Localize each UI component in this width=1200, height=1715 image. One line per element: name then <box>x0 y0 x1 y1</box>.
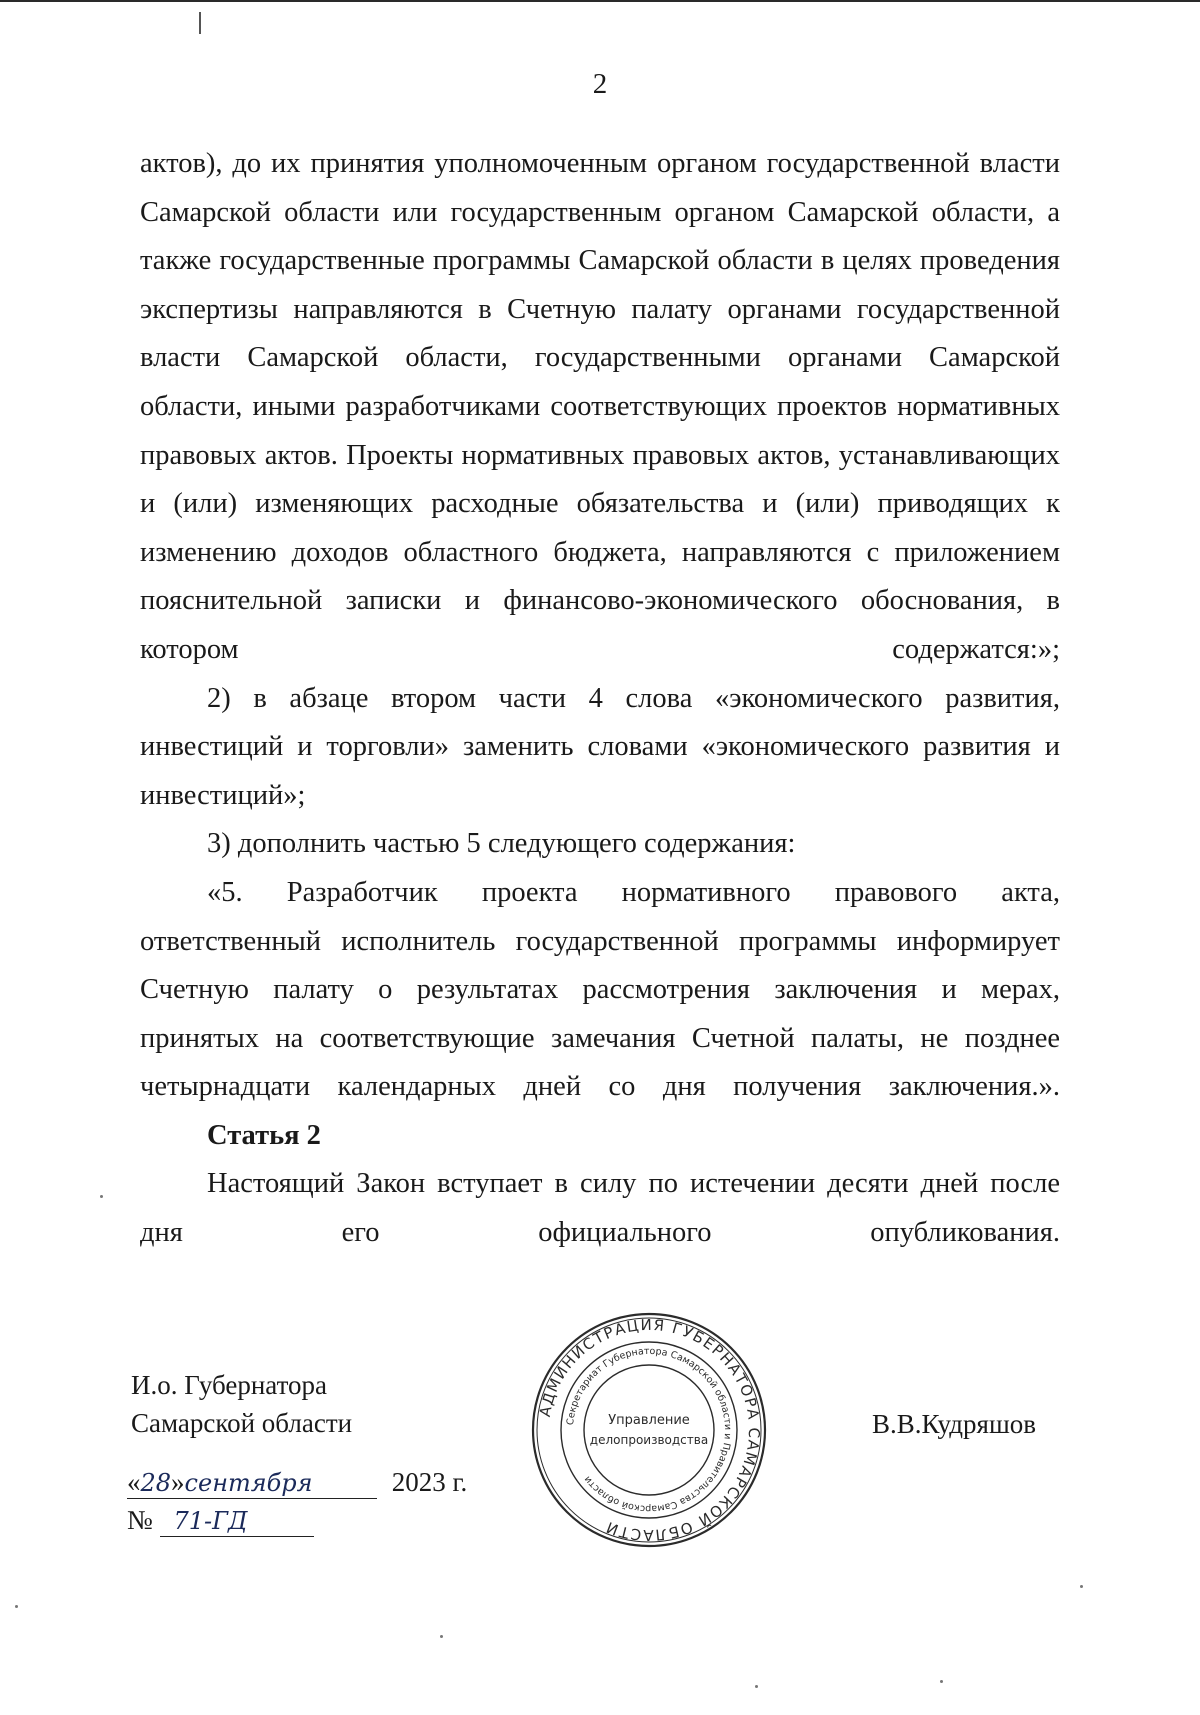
scan-speck <box>15 1605 18 1608</box>
scan-top-edge <box>0 0 1200 2</box>
paragraph-amendment-2: 2) в абзаце втором части 4 слова «экономического развития, инвестиций и торговли» заменить словами «экономического развития и инвестиций»; <box>140 682 1060 811</box>
seal-outer-text: АДМИНИСТРАЦИЯ ГУБЕРНАТОРА САМАРСКОЙ ОБЛАСТИ <box>535 1315 764 1545</box>
paragraph-amendment-3: 3) дополнить частью 5 следующего содержания: <box>207 828 796 860</box>
date-field <box>127 1467 377 1499</box>
law-number <box>127 1505 314 1537</box>
signatory-position-line2: Самарской области <box>131 1408 353 1438</box>
official-seal <box>529 1310 769 1550</box>
scan-speck <box>440 1635 443 1638</box>
signing-date <box>127 1467 467 1499</box>
scan-speck <box>755 1685 758 1688</box>
date-year: 2023 г. <box>391 1467 468 1497</box>
signatory-position <box>131 1366 352 1442</box>
number-field <box>160 1505 314 1537</box>
date-month-handwritten: сентября <box>184 1469 313 1497</box>
date-day-handwritten: 28 <box>140 1469 172 1497</box>
date-open-quote: « <box>127 1467 141 1497</box>
scan-speck <box>100 1195 103 1198</box>
paragraph-part-5: «5. Разработчик проекта нормативного правового акта, ответственный исполнитель государственной программы информирует Счетную палату о результатах рассмотрения заключения и мерах, принятых на соответствующие замечания Счетной палаты, не позднее четырнадцати календарных дней со дня получения заключения.». <box>140 876 1060 1103</box>
number-handwritten: 71-ГД <box>173 1507 248 1535</box>
date-close-quote: » <box>171 1467 185 1497</box>
paragraph-continuation: актов), до их принятия уполномоченным органом государственной власти Самарской области или государственным органом Самарской области, а также государственные программы Самарской области в целях проведения экспертизы направляются в Счетную палату органами государственной власти Самарской области, государственными органами Самарской области, иными разработчиками соответствующих проектов нормативных правовых актов. Проекты нормативных правовых актов, устанавливающих и (или) изменяющих расходные обязательства и (или) приводящих к изменению доходов областного бюджета, направляются с приложением пояснительной записки и финансово-экономического обоснования, в котором содержатся:»; <box>140 148 1060 665</box>
seal-center-line1: Управление <box>608 1413 690 1428</box>
document-body <box>140 140 1060 1258</box>
signatory-name: В.В.Кудряшов <box>872 1409 1036 1439</box>
seal-inner-text: Секретариат Губернатора Самарской области и Правительства Самарской области <box>565 1345 734 1515</box>
seal-middle-ring <box>561 1342 737 1518</box>
signatory-position-line1: И.о. Губернатора <box>131 1370 328 1400</box>
number-prefix: № <box>127 1505 153 1535</box>
scan-mark <box>199 12 201 34</box>
seal-inner-ring <box>584 1365 714 1495</box>
article-text: Настоящий Закон вступает в силу по истечении десяти дней после дня его официального опубликования. <box>140 1168 1060 1249</box>
article-heading: Статья 2 <box>207 1119 321 1151</box>
page-number: 2 <box>592 68 608 100</box>
seal-center-line2: делопроизводства <box>589 1433 709 1447</box>
scan-speck <box>1080 1585 1083 1588</box>
scan-speck <box>940 1680 943 1683</box>
